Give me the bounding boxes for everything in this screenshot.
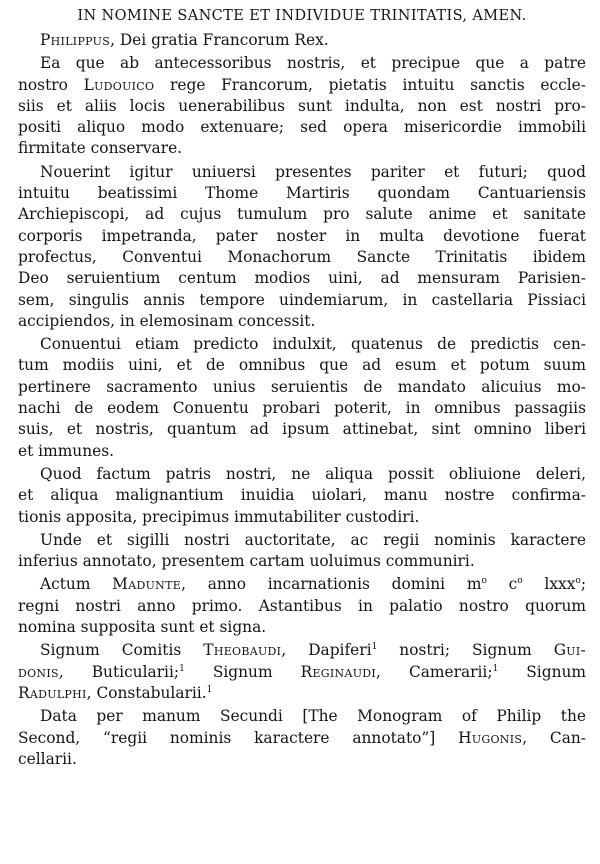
text-span: Second, “regii nominis karactere annotato”] — [18, 728, 459, 747]
text-line — [18, 75, 586, 96]
text-span: lxxx — [522, 575, 576, 594]
text-span: , Constabularii. — [86, 683, 207, 702]
text-line: Quod factum patris nostri, ne aliqua possit obliuione deleri, — [40, 464, 586, 483]
text-line: accipiendos, in elemosinam concessit. — [18, 311, 316, 330]
paragraph-confirmation — [18, 464, 586, 528]
person-name: Gui- — [553, 641, 586, 660]
text-span: , Dei gratia Francorum Rex. — [110, 31, 329, 49]
superscript: o — [575, 576, 581, 587]
person-name: donis — [18, 662, 59, 681]
text-span: nostro — [18, 75, 84, 94]
text-line: regni nostri anno primo. Astantibus in palatio nostro quorum — [18, 596, 586, 615]
text-line: Ea que ab antecessoribus nostris, et precipue que a patre — [40, 54, 586, 73]
text-line: et immunes. — [18, 441, 115, 460]
paragraph-notification — [18, 162, 586, 332]
text-line: positi aliquo modo extenuare; sed opera misericordie immobili — [18, 118, 586, 137]
footnote-marker: 1 — [492, 663, 499, 674]
footnote-marker: 1 — [371, 642, 378, 653]
footnote-marker: 1 — [179, 663, 185, 674]
text-line: inferius annotato, presentem cartam uoluimus communiri. — [18, 552, 475, 571]
text-line: Unde et sigilli nostri auctoritate, ac regii nominis karactere — [40, 530, 586, 549]
text-span: ; — [580, 575, 586, 594]
person-name: Radulphi — [18, 683, 87, 702]
text-span: nostri; Signum — [377, 641, 554, 660]
text-line — [18, 574, 586, 595]
text-span: , Camerarii; — [376, 662, 493, 681]
paragraph-dating — [18, 574, 586, 638]
person-name: Theobaudi — [203, 641, 282, 660]
charter-page — [18, 8, 586, 772]
paragraph-datum — [18, 706, 586, 770]
text-line: corporis impetranda, pater noster in multa devotione fuerat — [18, 226, 586, 245]
text-line: Archiepiscopi, ad cujus tumulum pro salute anime et sanitate — [18, 205, 586, 224]
charter-heading: IN NOMINE SANCTE ET INDIVIDUE TRINITATIS, AMEN. — [77, 8, 527, 24]
text-line — [18, 640, 586, 661]
text-line: profectus, Conventui Monachorum Sancte Trinitatis ibidem — [18, 247, 586, 266]
person-name: Reginaudi — [300, 662, 377, 681]
text-line: pertinere sacramento unius seruientis de mandato alicuius mo- — [18, 377, 586, 396]
text-span: Signum — [184, 662, 301, 681]
text-span: , anno incarnationis domini m — [181, 575, 482, 594]
paragraph-corroboration — [18, 530, 586, 573]
text-line — [18, 683, 586, 704]
text-line: Deo seruientium centum modios uini, ad mensuram Parisien- — [18, 269, 586, 288]
text-line: siis et aliis locis uenerabilibus sunt indulta, non est nostri pro- — [18, 96, 586, 115]
text-span: Signum — [498, 662, 586, 681]
superscript: o — [517, 576, 523, 587]
text-line: et aliqua malignantium inuidia uiolari, manu nostre confirma- — [18, 486, 586, 505]
paragraph-witnesses — [18, 640, 586, 704]
text-span: , Dapiferi — [281, 641, 372, 660]
text-line: tum modiis uini, et de omnibus que ad esum et potum suum — [18, 356, 586, 375]
text-line — [18, 30, 586, 51]
text-line: firmitate conservare. — [18, 139, 183, 158]
text-line: tionis apposita, precipimus immutabiliter custodiri. — [18, 507, 420, 526]
text-span: rege Francorum, pietatis intuitu sanctis eccle- — [154, 75, 586, 94]
person-name: Hugonis — [458, 728, 523, 747]
text-line: intuitu beatissimi Thome Martiris quondam Cantuariensis — [18, 184, 586, 203]
text-span: , Can- — [522, 728, 586, 747]
person-name: Ludouico — [83, 75, 155, 94]
superscript: o — [481, 576, 487, 587]
text-line: suis, et nostris, quantum ad ipsum attinebat, sint omnino liberi — [18, 420, 586, 439]
text-line: Conuentui etiam predicto indulxit, quatenus de predictis cen- — [40, 335, 586, 354]
paragraph-grant-intro — [18, 53, 586, 159]
paragraph-exemption — [18, 334, 586, 462]
text-line: cellarii. — [18, 749, 77, 768]
text-line: Nouerint igitur uniuersi presentes pariter et futuri; quod — [40, 162, 586, 181]
text-line: nachi de eodem Conuentu probari poterit, in omnibus passagiis — [18, 399, 586, 418]
place-name: Madunte — [112, 575, 182, 594]
king-name: Philippus — [40, 31, 111, 49]
footnote-marker: 1 — [206, 684, 213, 695]
text-line — [18, 728, 586, 749]
text-span: , Buticularii; — [58, 662, 180, 681]
text-line — [18, 662, 586, 683]
text-span: Actum — [40, 575, 113, 594]
text-span: Signum Comitis — [40, 641, 204, 660]
text-line: sem, singulis annis tempore uindemiarum, in castellaria Pissiaci — [18, 290, 586, 309]
text-span: c — [486, 575, 518, 594]
text-line: nomina supposita sunt et signa. — [18, 618, 267, 637]
paragraph-salutation — [18, 30, 586, 51]
text-line: Data per manum Secundi [The Monogram of Philip the — [40, 707, 586, 726]
